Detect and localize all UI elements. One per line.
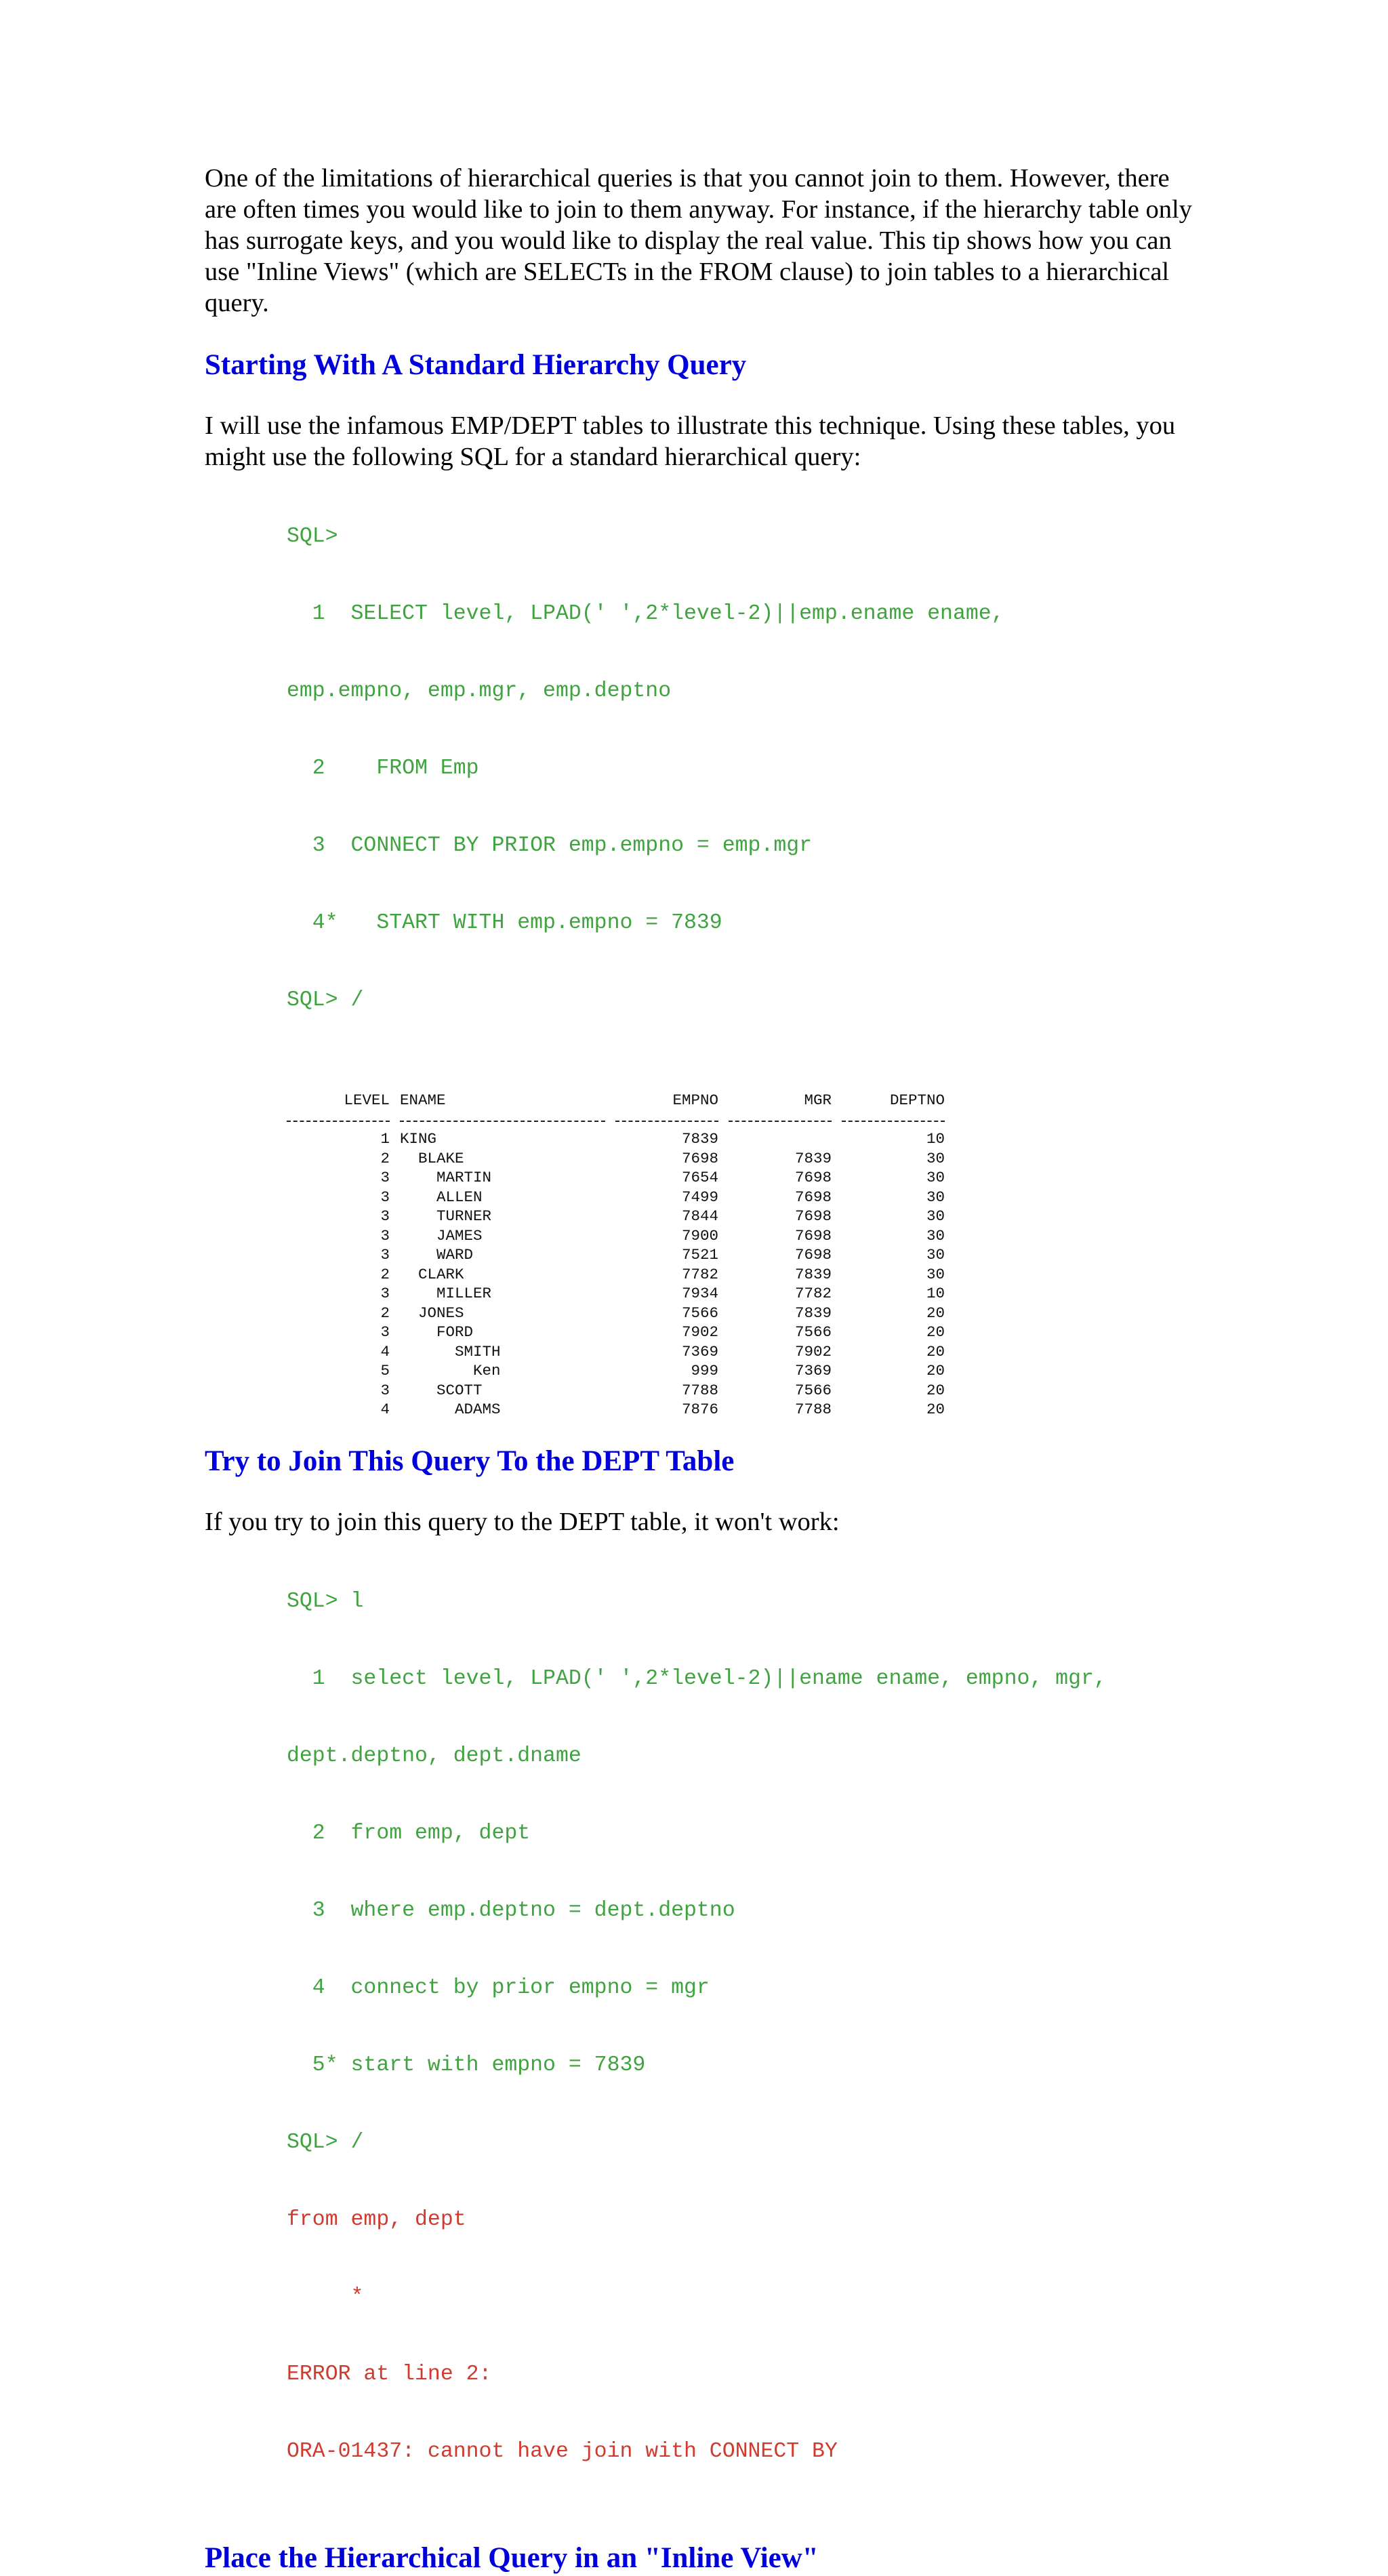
cell-deptno: 20 xyxy=(926,1304,945,1322)
cell-deptno: 20 xyxy=(926,1323,945,1341)
cell-deptno: 20 xyxy=(926,1381,945,1399)
cell-level: 3 xyxy=(380,1246,390,1264)
cell-mgr: 7839 xyxy=(794,1304,832,1322)
cell-mgr: 7902 xyxy=(794,1342,832,1361)
document-content xyxy=(205,163,1194,2576)
cell-level: 3 xyxy=(380,1226,390,1245)
cell-level: 5 xyxy=(380,1362,390,1380)
code-line: 4 connect by prior empno = mgr xyxy=(287,1975,710,2000)
code-line: 2 from emp, dept xyxy=(287,1821,531,1845)
cell-ename: ADAMS xyxy=(400,1401,501,1418)
cell-level: 3 xyxy=(380,1285,390,1302)
cell-empno: 7566 xyxy=(681,1304,718,1322)
cell-ename: CLARK xyxy=(400,1265,464,1283)
cell-level: 3 xyxy=(380,1381,390,1399)
cell-ename: MARTIN xyxy=(400,1169,492,1186)
section-heading-standard-query: Starting With A Standard Hierarchy Query xyxy=(205,349,747,381)
cell-mgr: 7698 xyxy=(794,1207,832,1225)
column-header-mgr: MGR xyxy=(804,1091,832,1109)
table-row xyxy=(287,1265,945,1285)
cell-level: 1 xyxy=(380,1130,390,1148)
query-result-table xyxy=(287,1091,945,1420)
cell-mgr: 7782 xyxy=(794,1285,832,1302)
cell-mgr: 7698 xyxy=(794,1226,832,1245)
code-line: 3 where emp.deptno = dept.deptno xyxy=(287,1898,735,1923)
sql-code-block-2 xyxy=(287,1537,1194,2516)
section-heading-join-dept: Try to Join This Query To the DEPT Table xyxy=(205,1445,735,1477)
cell-mgr xyxy=(718,1129,832,1149)
cell-level: 3 xyxy=(380,1188,390,1206)
cell-ename: ALLEN xyxy=(400,1188,483,1206)
column-header-deptno: DEPTNO xyxy=(889,1091,945,1109)
cell-empno: 7654 xyxy=(681,1169,718,1186)
cell-ename: Ken xyxy=(400,1362,501,1380)
intro-paragraph: One of the limitations of hierarchical queries is that you cannot join to them. However, there are often times you would like to join to them anyway. For instance, if the hierarchy table only has surrogate keys, and you would like to display the real value. This tip shows how you can use "Inline Views" (which are SELECTs in the FROM clause) to join tables to a hierarchical query. xyxy=(205,164,1192,317)
code-line: 3 CONNECT BY PRIOR emp.empno = emp.mgr xyxy=(287,834,813,858)
cell-ename: SMITH xyxy=(400,1342,501,1361)
table-row xyxy=(287,1381,945,1401)
cell-empno: 7844 xyxy=(681,1207,718,1225)
error-line: from emp, dept xyxy=(287,2207,466,2232)
cell-mgr: 7788 xyxy=(794,1401,832,1418)
code-line: 5* start with empno = 7839 xyxy=(287,2053,646,2077)
section-heading-inline-view: Place the Hierarchical Query in an "Inline View" xyxy=(205,2541,819,2574)
error-line: ERROR at line 2: xyxy=(287,2362,492,2386)
cell-ename: JAMES xyxy=(400,1226,483,1245)
cell-ename: WARD xyxy=(400,1246,474,1264)
table-row xyxy=(287,1400,945,1420)
table-row xyxy=(287,1207,945,1226)
code-line: SQL> / xyxy=(287,2130,364,2154)
cell-empno: 7839 xyxy=(681,1130,718,1148)
code-line: dept.deptno, dept.dname xyxy=(287,1744,581,1768)
cell-level: 3 xyxy=(380,1323,390,1341)
table-row xyxy=(287,1304,945,1323)
table-row xyxy=(287,1149,945,1169)
cell-ename: JONES xyxy=(400,1304,464,1322)
cell-mgr: 7698 xyxy=(794,1169,832,1186)
cell-ename: TURNER xyxy=(400,1207,492,1225)
cell-level: 2 xyxy=(380,1304,390,1322)
section1-paragraph: I will use the infamous EMP/DEPT tables to illustrate this technique. Using these tables, you might use the following SQL for a standard hierarchical query: xyxy=(205,411,1176,471)
header-separator xyxy=(287,1110,945,1130)
cell-empno: 7788 xyxy=(681,1381,718,1399)
cell-empno: 7782 xyxy=(681,1265,718,1283)
cell-level: 3 xyxy=(380,1207,390,1225)
error-marker-line: * xyxy=(287,2285,364,2309)
cell-empno: 7499 xyxy=(681,1188,718,1206)
cell-level: 4 xyxy=(380,1401,390,1418)
code-line: 1 select level, LPAD(' ',2*level-2)||ename ename, empno, mgr, xyxy=(287,1666,1107,1691)
table-row xyxy=(287,1129,945,1149)
cell-deptno: 10 xyxy=(926,1285,945,1302)
cell-ename: KING xyxy=(400,1130,437,1148)
column-header-ename: ENAME xyxy=(400,1091,446,1109)
code-line: SQL> l xyxy=(287,1589,364,1613)
cell-ename: SCOTT xyxy=(400,1381,483,1399)
column-header-empno: EMPNO xyxy=(672,1091,718,1109)
table-row xyxy=(287,1342,945,1362)
column-header-level: LEVEL xyxy=(344,1091,390,1109)
table-row xyxy=(287,1226,945,1246)
cell-ename: BLAKE xyxy=(400,1149,464,1167)
result-table-body xyxy=(287,1129,945,1420)
cell-mgr: 7369 xyxy=(794,1362,832,1380)
cell-empno: 7934 xyxy=(681,1285,718,1302)
cell-ename: FORD xyxy=(400,1323,474,1341)
cell-ename: MILLER xyxy=(400,1285,492,1302)
code-line: SQL> xyxy=(287,525,338,548)
cell-mgr: 7566 xyxy=(794,1381,832,1399)
cell-mgr: 7698 xyxy=(794,1246,832,1264)
cell-mgr: 7698 xyxy=(794,1188,832,1206)
sql-code-block-1 xyxy=(287,472,1194,1065)
cell-deptno: 30 xyxy=(926,1149,945,1167)
code-line: 1 SELECT level, LPAD(' ',2*level-2)||emp.ename ename, xyxy=(287,602,1004,626)
cell-level: 3 xyxy=(380,1169,390,1186)
cell-empno: 7698 xyxy=(681,1149,718,1167)
cell-deptno: 30 xyxy=(926,1188,945,1206)
table-row xyxy=(287,1323,945,1342)
cell-deptno: 20 xyxy=(926,1362,945,1380)
cell-mgr: 7566 xyxy=(794,1323,832,1341)
code-line: 4* START WITH emp.empno = 7839 xyxy=(287,911,722,935)
code-line: SQL> / xyxy=(287,988,364,1012)
cell-empno: 7521 xyxy=(681,1246,718,1264)
table-row xyxy=(287,1361,945,1381)
cell-deptno: 30 xyxy=(926,1207,945,1225)
cell-empno: 999 xyxy=(691,1362,718,1380)
cell-deptno: 30 xyxy=(926,1246,945,1264)
cell-deptno: 30 xyxy=(926,1169,945,1186)
cell-deptno: 30 xyxy=(926,1265,945,1283)
cell-empno: 7900 xyxy=(681,1226,718,1245)
cell-empno: 7876 xyxy=(681,1401,718,1418)
table-row xyxy=(287,1168,945,1188)
cell-empno: 7902 xyxy=(681,1323,718,1341)
section2-paragraph: If you try to join this query to the DEPT table, it won't work: xyxy=(205,1507,840,1536)
cell-deptno: 20 xyxy=(926,1342,945,1361)
table-row xyxy=(287,1245,945,1265)
table-row xyxy=(287,1188,945,1207)
cell-empno: 7369 xyxy=(681,1342,718,1361)
cell-mgr: 7839 xyxy=(794,1265,832,1283)
cell-mgr: 7839 xyxy=(794,1149,832,1167)
code-line: 2 FROM Emp xyxy=(287,757,479,780)
cell-deptno: 20 xyxy=(926,1401,945,1418)
cell-level: 2 xyxy=(380,1149,390,1167)
table-row xyxy=(287,1284,945,1304)
cell-level: 2 xyxy=(380,1265,390,1283)
error-message-line: ORA-01437: cannot have join with CONNECT BY xyxy=(287,2439,838,2463)
code-line: emp.empno, emp.mgr, emp.deptno xyxy=(287,679,672,703)
result-header-row xyxy=(287,1091,945,1110)
cell-level: 4 xyxy=(380,1342,390,1361)
cell-deptno: 10 xyxy=(926,1130,945,1148)
cell-deptno: 30 xyxy=(926,1226,945,1245)
